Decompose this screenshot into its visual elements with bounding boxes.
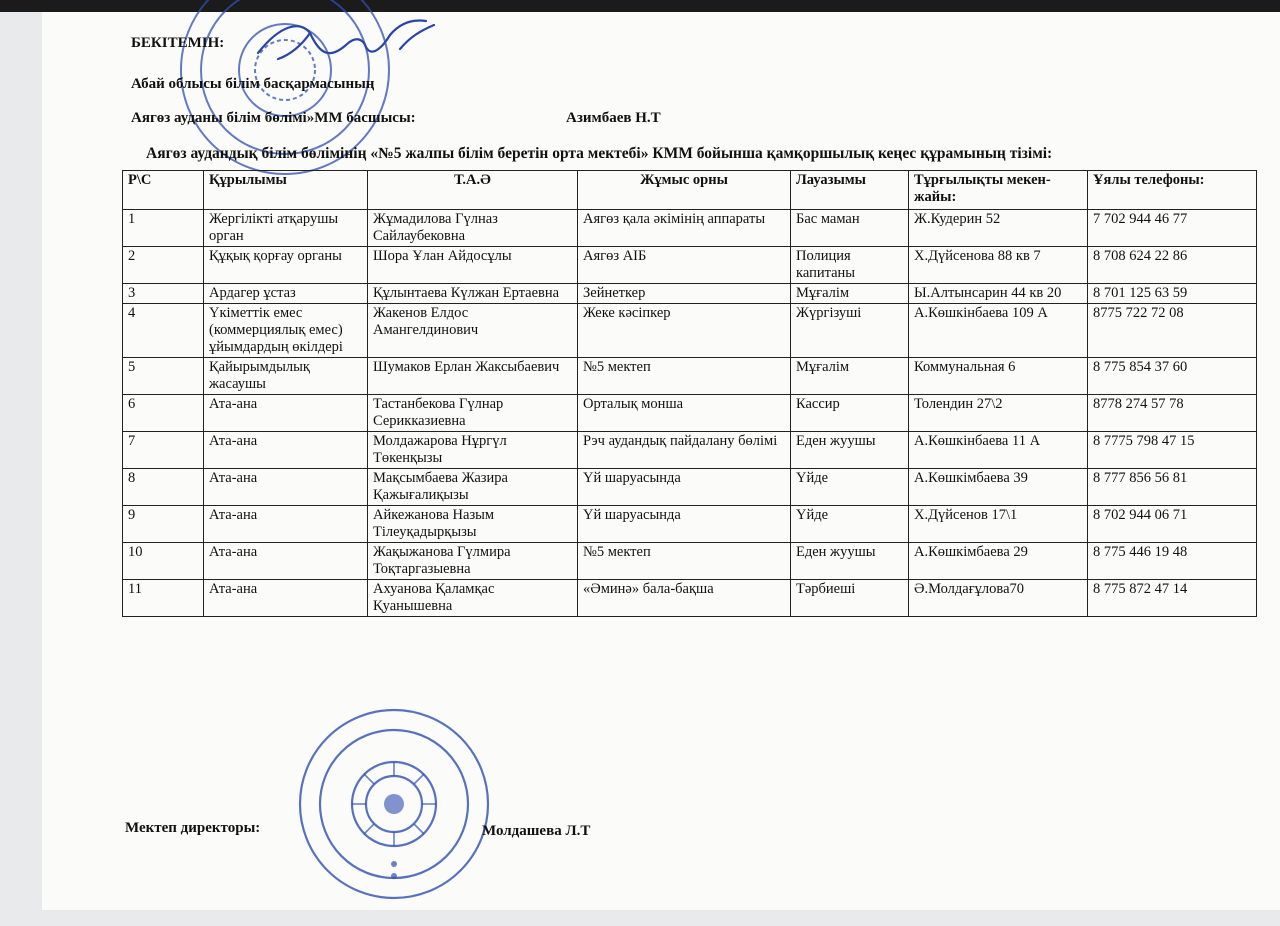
cell-workplace: Зейнеткер [578,284,791,304]
cell-address: А.Көшкінбаева 11 А [909,432,1088,469]
cell-position: Еден жуушы [791,432,909,469]
cell-workplace: Орталық монша [578,395,791,432]
cell-phone: 8 775 872 47 14 [1088,580,1257,617]
cell-phone: 8 708 624 22 86 [1088,247,1257,284]
col-header-position: Лауазымы [791,171,909,210]
cell-number: 8 [123,469,204,506]
cell-structure: Ата-ана [204,543,368,580]
cell-address: Толендин 27\2 [909,395,1088,432]
cell-position: Бас маман [791,210,909,247]
cell-workplace: №5 мектеп [578,543,791,580]
department-line: Абай облысы білім басқармасының [131,76,375,92]
cell-phone: 8 777 856 56 81 [1088,469,1257,506]
cell-phone: 8 701 125 63 59 [1088,284,1257,304]
cell-number: 4 [123,304,204,358]
cell-structure: Ата-ана [204,469,368,506]
cell-position: Жүргізуші [791,304,909,358]
cell-position: Кассир [791,395,909,432]
cell-number: 1 [123,210,204,247]
cell-position: Үйде [791,506,909,543]
head-position-line: Аягөз ауданы білім бөлімі»ММ басшысы: [131,110,416,126]
cell-full-name: Шумаков Ерлан Жаксыбаевич [368,358,578,395]
cell-position: Мұғалім [791,358,909,395]
cell-full-name: Мақсымбаева Жазира Қажығалиқызы [368,469,578,506]
cell-workplace: Жеке кәсіпкер [578,304,791,358]
cell-full-name: Молдажарова Нұргүл Төкенқызы [368,432,578,469]
cell-structure: Үкіметтік емес (коммерциялық емес) ұйымдардың өкілдері [204,304,368,358]
cell-number: 11 [123,580,204,617]
cell-workplace: Аягөз АІБ [578,247,791,284]
cell-full-name: Жұмадилова Гүлназ Сайлаубековна [368,210,578,247]
table-row [123,358,1257,395]
cell-full-name: Тастанбекова Гүлнар Серикказиевна [368,395,578,432]
cell-structure: Ата-ана [204,432,368,469]
col-header-phone: Ұялы телефоны: [1088,171,1257,210]
cell-phone: 8 775 854 37 60 [1088,358,1257,395]
head-signature [250,15,440,75]
cell-position: Полиция капитаны [791,247,909,284]
cell-number: 9 [123,506,204,543]
cell-full-name: Жақыжанова Гүлмира Тоқтаргазыевна [368,543,578,580]
cell-address: Ә.Молдағұлова70 [909,580,1088,617]
cell-position: Тәрбиеші [791,580,909,617]
cell-number: 3 [123,284,204,304]
cell-position: Мұғалім [791,284,909,304]
col-header-structure: Құрылымы [204,171,368,210]
cell-phone: 8 775 446 19 48 [1088,543,1257,580]
table-row [123,284,1257,304]
cell-address: А.Көшкінбаева 109 А [909,304,1088,358]
table-header-row [123,171,1257,210]
cell-workplace: «Әминә» бала-бақша [578,580,791,617]
cell-workplace: Рэч аудандық пайдалану бөлімі [578,432,791,469]
cell-address: А.Көшкімбаева 29 [909,543,1088,580]
cell-full-name: Құлынтаева Күлжан Ертаевна [368,284,578,304]
cell-full-name: Ахуанова Қаламқас Қуанышевна [368,580,578,617]
cell-structure: Жергілікті атқарушы орган [204,210,368,247]
cell-workplace: Үй шаруасында [578,506,791,543]
cell-structure: Ардагер ұстаз [204,284,368,304]
cell-position: Үйде [791,469,909,506]
table-row [123,506,1257,543]
cell-address: Коммунальная 6 [909,358,1088,395]
school-seal-stamp [294,704,494,904]
cell-phone: 8 702 944 06 71 [1088,506,1257,543]
cell-full-name: Айкежанова Назым Тілеуқадырқызы [368,506,578,543]
cell-phone: 8778 274 57 78 [1088,395,1257,432]
cell-structure: Құқық қорғау органы [204,247,368,284]
cell-address: Ж.Кудерин 52 [909,210,1088,247]
cell-structure: Ата-ана [204,506,368,543]
document-title: Аягөз аудандық білім бөлімінің «№5 жалпы білім беретін орта мектебі» КММ бойынша қамқоршылық кеңес құрамының тізімі: [146,145,1053,162]
col-header-number: Р\С [123,171,204,210]
cell-number: 5 [123,358,204,395]
cell-structure: Ата-ана [204,395,368,432]
board-members-table [122,170,1257,617]
cell-workplace: №5 мектеп [578,358,791,395]
director-label: Мектеп директоры: [125,820,261,836]
director-name: Молдашева Л.Т [482,823,591,839]
cell-phone: 8775 722 72 08 [1088,304,1257,358]
cell-phone: 8 7775 798 47 15 [1088,432,1257,469]
cell-structure: Қайырымдылық жасаушы [204,358,368,395]
cell-number: 7 [123,432,204,469]
table-row [123,247,1257,284]
head-name: Азимбаев Н.Т [566,110,661,126]
table-row [123,210,1257,247]
cell-address: А.Көшкімбаева 39 [909,469,1088,506]
table-row [123,432,1257,469]
cell-address: Ы.Алтынсарин 44 кв 20 [909,284,1088,304]
cell-structure: Ата-ана [204,580,368,617]
cell-workplace: Аягөз қала әкімінің аппараты [578,210,791,247]
table-row [123,469,1257,506]
cell-workplace: Үй шаруасында [578,469,791,506]
cell-number: 2 [123,247,204,284]
table-row [123,304,1257,358]
cell-full-name: Шора Ұлан Айдосұлы [368,247,578,284]
table-row [123,543,1257,580]
cell-number: 10 [123,543,204,580]
cell-phone: 7 702 944 46 77 [1088,210,1257,247]
cell-full-name: Жакенов Елдос Амангелдинович [368,304,578,358]
cell-position: Еден жуушы [791,543,909,580]
cell-address: Х.Дүйсенов 17\1 [909,506,1088,543]
table-row [123,395,1257,432]
approval-label: БЕКІТЕМІН: [131,35,225,51]
col-header-address: Тұрғылықты мекен-жайы: [909,171,1088,210]
col-header-full-name: Т.А.Ә [368,171,578,210]
cell-number: 6 [123,395,204,432]
table-row [123,580,1257,617]
col-header-workplace: Жұмыс орны [578,171,791,210]
cell-address: Х.Дүйсенова 88 кв 7 [909,247,1088,284]
